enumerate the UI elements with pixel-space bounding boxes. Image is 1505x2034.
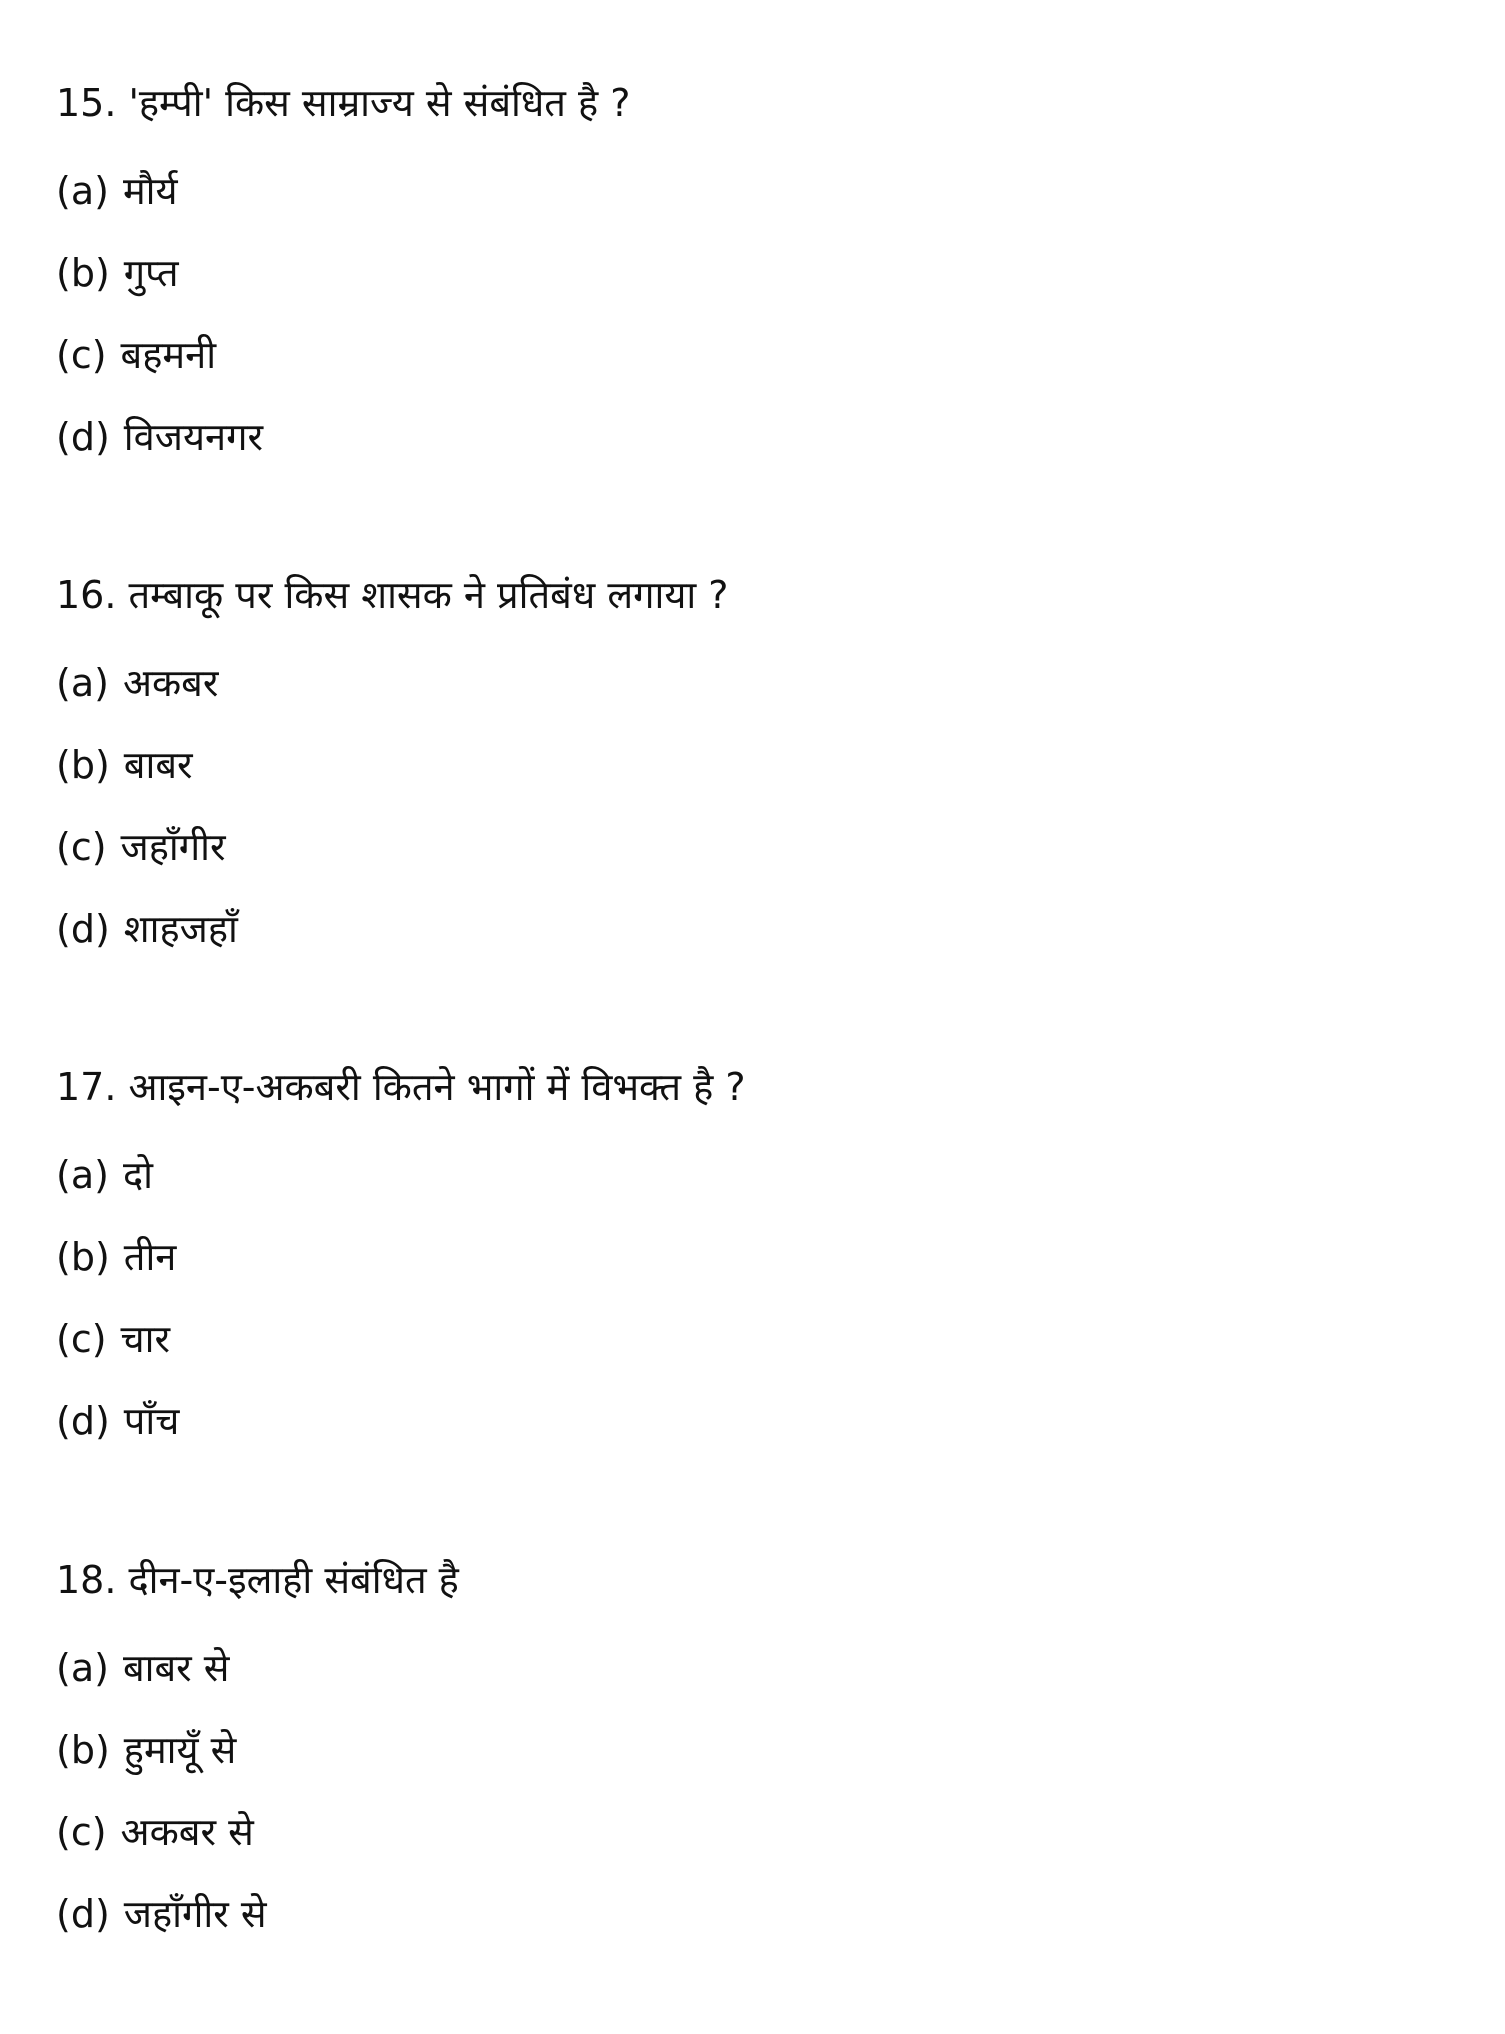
option-d	[56, 1380, 1456, 1462]
option-text: बाबर से	[122, 1646, 230, 1690]
question-15	[56, 68, 1456, 478]
option-label: (a)	[56, 1646, 109, 1690]
question-text: आइन-ए-अकबरी कितने भागों में विभक्त है ?	[128, 1065, 746, 1109]
option-c	[56, 314, 1456, 396]
question-text-line	[56, 1052, 1456, 1134]
question-text: दीन-ए-इलाही संबंधित है	[128, 1558, 459, 1602]
option-label: (d)	[56, 1399, 110, 1443]
option-text: तीन	[123, 1235, 177, 1279]
option-a	[56, 1134, 1456, 1216]
option-text: दो	[122, 1153, 153, 1197]
question-number: 18.	[56, 1558, 117, 1602]
option-d	[56, 1873, 1456, 1955]
option-label: (d)	[56, 415, 110, 459]
question-number: 17.	[56, 1065, 117, 1109]
option-text: पाँच	[123, 1399, 180, 1443]
option-text: जहाँगीर से	[123, 1892, 267, 1936]
option-text: अकबर	[122, 661, 219, 705]
option-label: (c)	[56, 333, 107, 377]
option-b	[56, 1709, 1456, 1791]
question-16	[56, 560, 1456, 970]
option-label: (d)	[56, 1892, 110, 1936]
option-c	[56, 1791, 1456, 1873]
option-d	[56, 396, 1456, 478]
option-label: (c)	[56, 1317, 107, 1361]
question-17	[56, 1052, 1456, 1462]
option-a	[56, 642, 1456, 724]
option-label: (a)	[56, 169, 109, 213]
option-label: (d)	[56, 907, 110, 951]
option-text: बहमनी	[120, 333, 217, 377]
option-b	[56, 724, 1456, 806]
option-label: (b)	[56, 1235, 110, 1279]
question-text-line	[56, 560, 1456, 642]
option-text: बाबर	[123, 743, 193, 787]
option-label: (b)	[56, 743, 110, 787]
option-text: चार	[120, 1317, 171, 1361]
option-b	[56, 1216, 1456, 1298]
option-text: जहाँगीर	[120, 825, 226, 869]
question-text-line	[56, 1545, 1456, 1627]
option-text: मौर्य	[122, 169, 178, 213]
option-a	[56, 1627, 1456, 1709]
question-text: तम्बाकू पर किस शासक ने प्रतिबंध लगाया ?	[128, 573, 729, 617]
question-18	[56, 1545, 1456, 1955]
option-text: विजयनगर	[123, 415, 264, 459]
option-text: गुप्त	[123, 251, 179, 295]
question-number: 16.	[56, 573, 117, 617]
option-b	[56, 232, 1456, 314]
option-c	[56, 806, 1456, 888]
option-label: (a)	[56, 1153, 109, 1197]
question-text-line	[56, 68, 1456, 150]
option-label: (a)	[56, 661, 109, 705]
option-label: (b)	[56, 251, 110, 295]
option-label: (c)	[56, 1810, 107, 1854]
question-text: 'हम्पी' किस साम्राज्य से संबंधित है ?	[128, 81, 631, 125]
option-text: शाहजहाँ	[123, 907, 238, 951]
option-text: अकबर से	[120, 1810, 254, 1854]
question-number: 15.	[56, 81, 117, 125]
option-c	[56, 1298, 1456, 1380]
option-text: हुमायूँ से	[123, 1728, 237, 1772]
option-label: (c)	[56, 825, 107, 869]
option-label: (b)	[56, 1728, 110, 1772]
option-a	[56, 150, 1456, 232]
option-d	[56, 888, 1456, 970]
